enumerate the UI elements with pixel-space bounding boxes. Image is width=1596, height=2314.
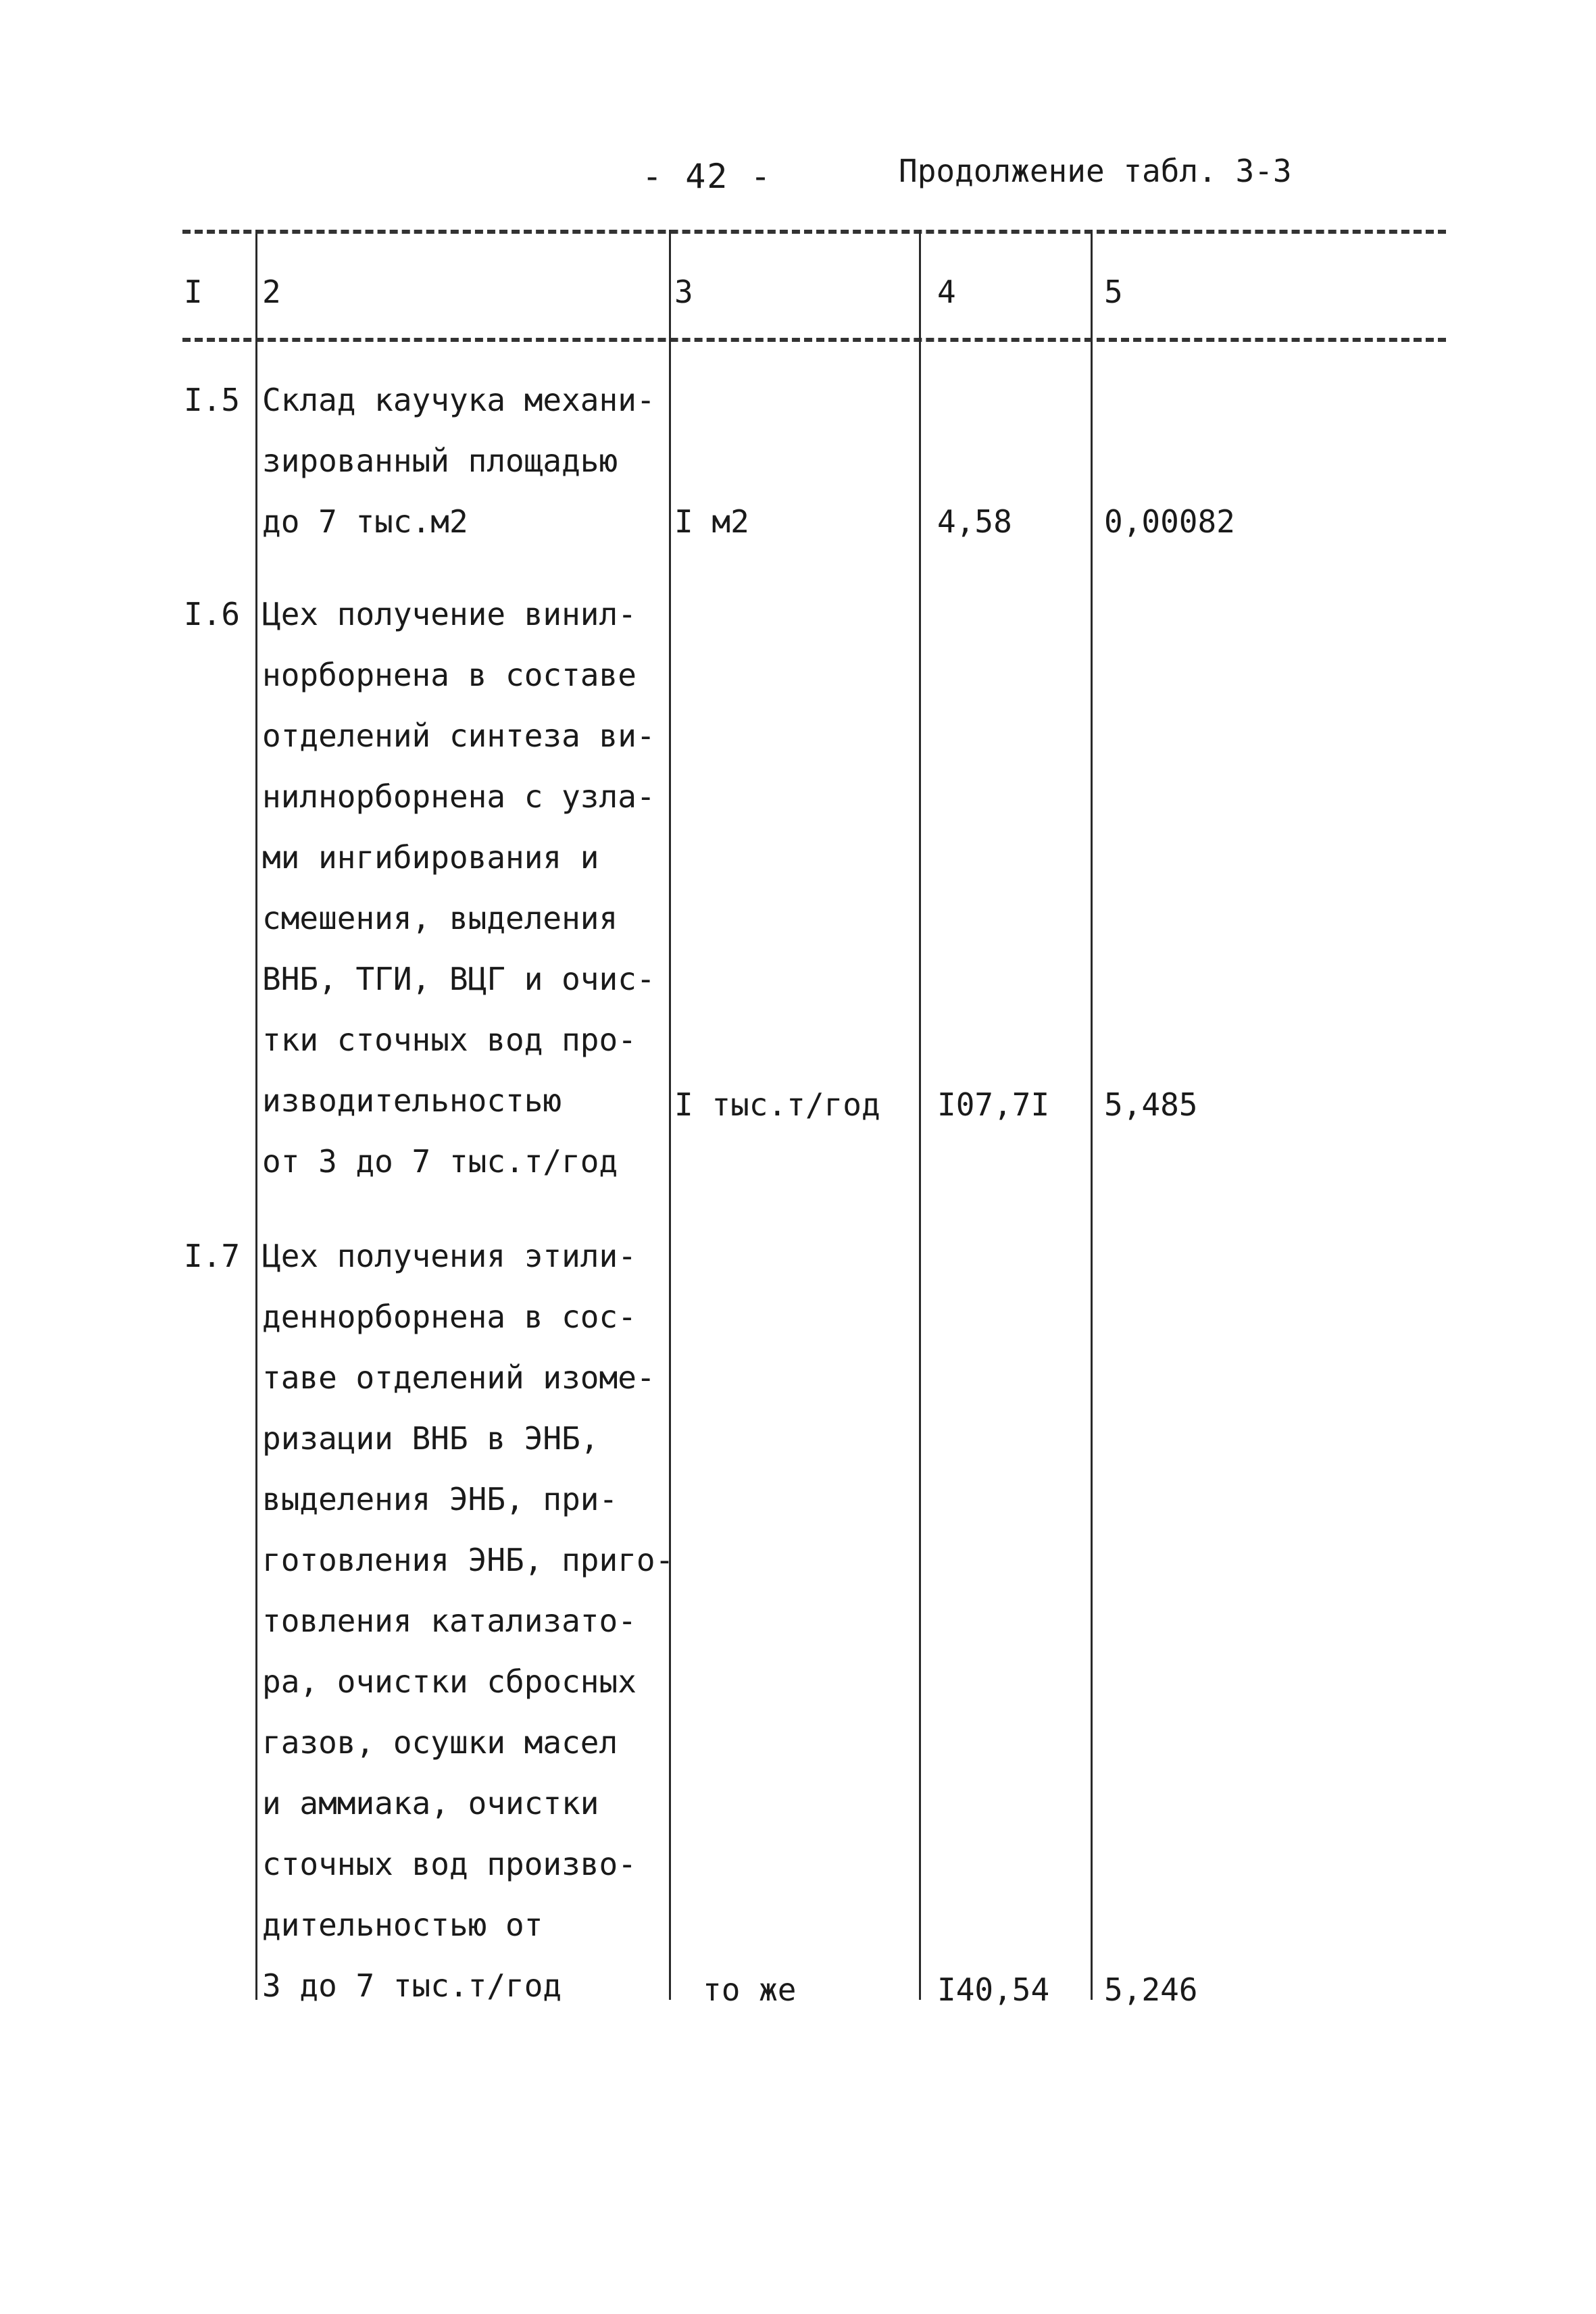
column-divider-1 bbox=[255, 230, 257, 2000]
column-header-1: I bbox=[184, 274, 203, 310]
row-number: I.5 bbox=[184, 382, 241, 418]
table-top-rule bbox=[182, 230, 1446, 234]
column-header-2: 2 bbox=[262, 274, 281, 310]
row-value-col4: 4,58 bbox=[937, 503, 1012, 540]
row-number: I.6 bbox=[184, 596, 241, 632]
column-divider-3 bbox=[919, 230, 921, 2000]
table-header-rule bbox=[182, 338, 1446, 342]
row-value-col5: 5,246 bbox=[1104, 1971, 1198, 2008]
row-unit: то же bbox=[703, 1971, 797, 2008]
page-number: - 42 - bbox=[642, 157, 772, 196]
row-value-col4: I40,54 bbox=[937, 1971, 1050, 2008]
column-divider-4 bbox=[1091, 230, 1093, 2000]
column-header-5: 5 bbox=[1104, 274, 1123, 310]
row-description: Цех получения этили- деннорборнена в сос- таве отделений изоме- ризации ВНБ в ЭНБ, выделения ЭНБ, при- готовления ЭНБ, приго- товления катализато- ра, очистки сбросных газов, осушки масел и аммиака, очистки сточных вод произво- дительностью от 3 до 7 тыс.т/год bbox=[262, 1238, 674, 2004]
column-header-4: 4 bbox=[937, 274, 956, 310]
column-header-3: 3 bbox=[674, 274, 693, 310]
row-number: I.7 bbox=[184, 1238, 241, 1274]
row-value-col5: 0,00082 bbox=[1104, 503, 1235, 540]
row-unit: I тыс.т/год bbox=[674, 1086, 880, 1123]
row-value-col4: I07,7I bbox=[937, 1086, 1050, 1123]
table-continuation-title: Продолжение табл. 3-3 bbox=[899, 153, 1292, 189]
row-unit: I м2 bbox=[674, 503, 749, 540]
row-value-col5: 5,485 bbox=[1104, 1086, 1198, 1123]
row-description: Склад каучука механи- зированный площадью до 7 тыс.м2 bbox=[262, 382, 655, 540]
row-description: Цех получение винил- норборнена в составе отделений синтеза ви- нилнорборнена с узла- ми ингибирования и смешения, выделения ВНБ, ТГИ, ВЦГ и очис- тки сточных вод про- изводительностью от 3 до 7 тыс.т/год bbox=[262, 596, 655, 1180]
